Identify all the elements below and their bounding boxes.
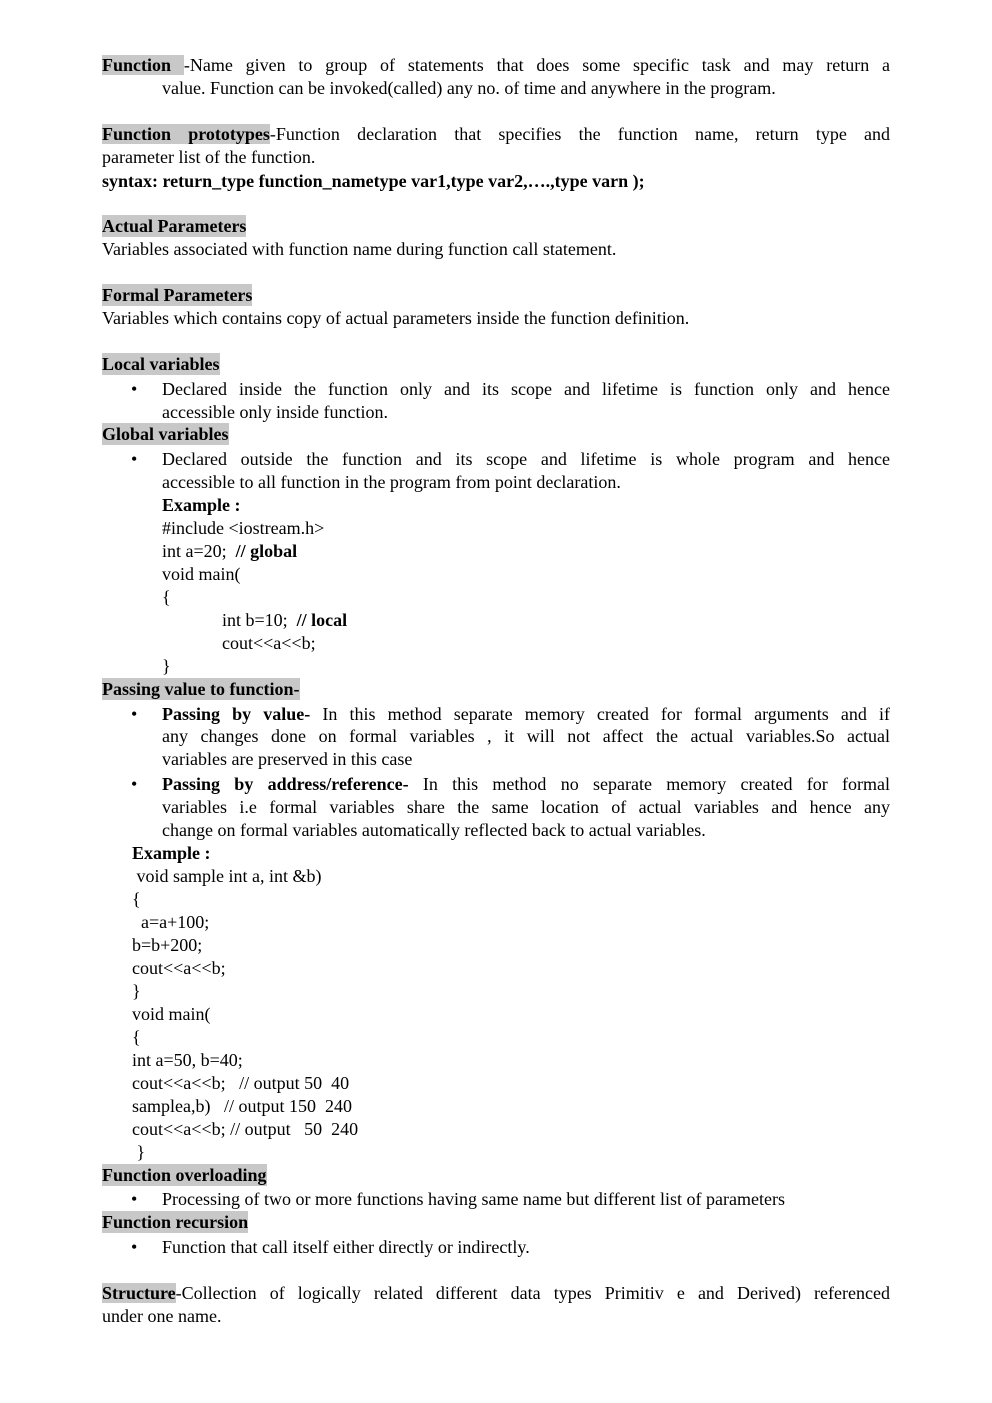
term-function-recursion: Function recursion — [102, 1212, 249, 1232]
term-structure: Structure — [102, 1283, 176, 1303]
term-formal-parameters: Formal Parameters — [102, 285, 253, 305]
bullet: • — [131, 1237, 138, 1257]
bullet: • — [131, 774, 138, 794]
term-passing-value: Passing value to function- — [102, 679, 300, 699]
term-function: Function — [102, 55, 184, 75]
term-prototypes: Function prototypes — [102, 124, 270, 144]
syntax: syntax: return_type function_nametype var1,type var2,….,type varn ); — [102, 171, 645, 191]
term-global-variables: Global variables — [102, 424, 229, 444]
term-actual-parameters: Actual Parameters — [102, 216, 247, 236]
bullet: • — [131, 1189, 138, 1209]
term-function-overloading: Function overloading — [102, 1165, 267, 1185]
bullet: • — [131, 704, 138, 724]
bullet: • — [131, 379, 138, 399]
bullet: • — [131, 449, 138, 469]
term-local-variables: Local variables — [102, 354, 220, 374]
